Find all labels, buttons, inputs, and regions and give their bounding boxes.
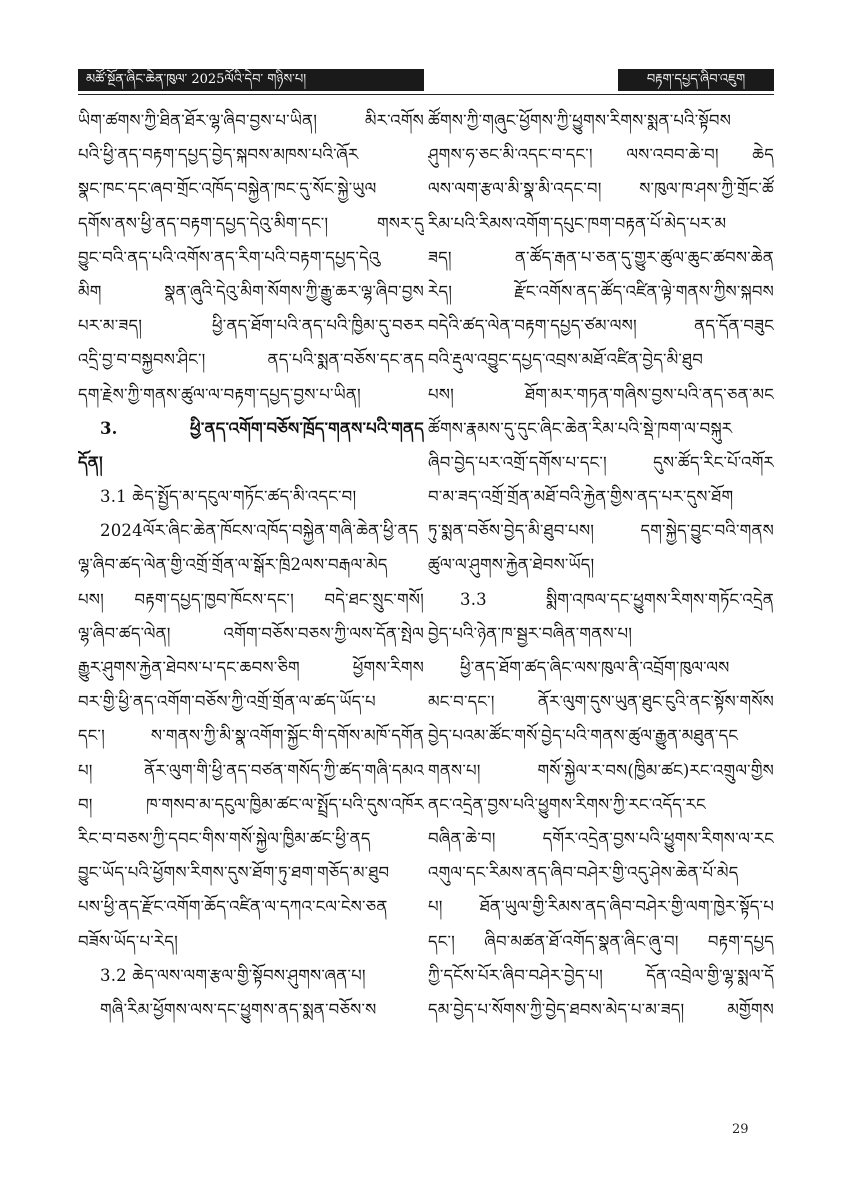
header-divider (78, 94, 774, 95)
body-line: པས། བརྟག་དཔྱད་ཁྱབ་ཁོངས་དང་། བདེ་ཐང་སྲུང་གསོ། (78, 589, 424, 609)
body-line: ལས་ལག་རྩལ་མི་སྣ་མི་འདང་བ། ས་ཁུལ་ཁ་ཤས་ཀྱི་གྲོང་ཚོ (428, 179, 774, 199)
body-line: ཕྱི་ནད་ཐོག་ཚད་ཞིང་ལས་ཁུལ་ནི་འབྲོག་ཁུལ་ལས (460, 658, 730, 677)
body-line: ཤུགས་ཧ་ཅང་མི་འདང་བ་དང་། ལས་འབབ་ཆེ་བ། ཆེད (428, 145, 774, 165)
subsection-heading: 3.1 ཆེད་སྤྱོད་མ་དངུལ་གཏོང་ཚད་མི་འདང་བ། (100, 487, 357, 507)
body-line: པས། ཐོག་མར་གཏན་གཞིས་བྱས་པའི་ནད་ཅན་མང (428, 384, 774, 404)
body-line: བའི་རྡུལ་འབྱུང་དཔྱད་འབྲས་མཐོ་འཛིན་བྱེད་མི་ཐུབ (428, 350, 704, 370)
body-line: ཚོགས་ཀྱི་གཞུང་ཕྱོགས་ཀྱི་ཕྱུགས་རིགས་སྨན་པའི་སྟོབས (428, 111, 732, 130)
body-line: གཞི་རིམ་ཕྱོགས་ལས་དང་ཕྱུགས་ནད་སྨན་བཅོས་ས (100, 999, 377, 1019)
body-line: བཟོས་ཡོད་པ་རེད། (78, 931, 178, 951)
body-line: བར་གྱི་ཕྱི་ནད་འགོག་བཅོས་ཀྱི་འགྲོ་གྲོན་ལ་ཚད་ཡོད་པ (78, 692, 376, 712)
body-line: བཞིན་ཆེ་བ། དགོར་འདྲེན་བྱས་པའི་ཕྱུགས་རིགས་ལ་རང (428, 828, 774, 848)
subsection-heading: 3.2 ཆེད་ལས་ལག་རྩལ་གྱི་སྟོབས་ཤུགས་ཞན་པ། (100, 965, 366, 985)
body-line: ཀྱི་དངོས་པོར་ཞིབ་བཤེར་བྱེད་པ། དོན་འབྲེལ་གྱི་ལྷ་སྨལ་དོ (428, 965, 774, 985)
body-line: པས་ཕྱི་ནད་རྫོང་འགོག་ཆོད་འཛིན་ལ་དཀའ་ངལ་ངེས་ཅན (78, 897, 388, 917)
body-line: དག་རྗེས་ཀྱི་གནས་ཚུལ་ལ་བརྟག་དཔྱད་བྱས་པ་ཡིན། (78, 384, 361, 404)
body-line: པ། ནོར་ལུག་གི་ཕྱི་ནད་བཙན་གསོད་ཀྱི་ཚད་གཞི་དམའ (78, 760, 424, 780)
subsection-heading: བྱེད་པའི་ཉེན་ཁ་སྦྱར་བཞིན་གནས་པ། (428, 623, 633, 643)
section-heading: དོན། (78, 452, 103, 472)
body-line: གནས་པ། གསོ་སྐྱེལ་ར་བས(ཁྱིམ་ཚང)རང་འགྲུལ་གྱིས (428, 760, 774, 780)
body-line: སྣང་ཁང་དང་ཞབ་གྲོང་འཁོད་བསྐྱེན་ཁང་དུ་སོང་སྐྱེ་ཡུལ (78, 179, 377, 199)
body-line: རྒྱུར་ཤུགས་རྐྱེན་ཐེབས་པ་དང་ཆབས་ཅིག ཕྱོགས་རིགས (78, 658, 424, 677)
body-line: འདྲི་བྱ་བ་བསྐྱབས་ཤིང་། ནད་པའི་སྨན་བཅོས་དང་ནད (78, 350, 424, 370)
body-line: བྱུང་ཡོད་པའི་ཕྱོགས་རིགས་དུས་ཐོག་ཏུ་ཐག་གཅོད་མ་ཐུབ (78, 863, 390, 883)
body-line: ཡིག་ཚགས་ཀྱི་ཐིན་ཐོར་ལྷ་ཞིབ་བྱས་པ་ཡིན། མིར་འགོས (78, 111, 424, 130)
section-heading: 3. ཕྱི་ནད་འགོག་བཅོས་ཁྲོད་གནས་པའི་གནད (100, 418, 424, 438)
body-line: 2024ལོར་ཞིང་ཆེན་ཁོངས་འཁོད་བསྐྱེན་གཞི་ཆེན་ཕྱི་ནད (100, 521, 419, 541)
subsection-heading: 3.3 སྨིག་འཁལ་དང་ཕྱུགས་རིགས་གཏོང་འདྲེན (460, 589, 774, 609)
left-text-column (78, 104, 424, 1027)
journal-title-banner: མཚོ་སྔོན་ཞིང་ཆེན་ཁུལ་ 2025ལོའི་དེབ་ གཉིས་པ། (78, 69, 424, 91)
section-title-banner: བརྟག་དཔྱད་ཞིབ་འཇུག (618, 69, 774, 91)
body-line: པར་མ་ཟད། ཕྱི་ནད་ཐོག་པའི་ནད་པའི་ཁྱིམ་དུ་བཅར (78, 316, 424, 336)
body-line: རིམ་པའི་རིམས་འགོག་དཔུང་ཁག་བརྟན་པོ་མེད་པར་མ (428, 213, 727, 233)
body-line: བྱུང་བའི་ནད་པའི་འགོས་ནད་རིག་པའི་བརྟག་དཔྱད་དེའུ (78, 247, 380, 267)
body-line: ལྷ་ཞིབ་ཚད་ལེན། འགོག་བཅོས་བཅས་ཀྱི་ལས་དོན་སྤེལ (78, 623, 424, 643)
body-line: ཟད། ན་ཚོད་རྒན་པ་ཅན་དུ་གྱུར་ཚུལ་ཆུང་ཚབས་ཆེན (428, 247, 774, 267)
body-line: མིག སྣན་ཞུའི་དེའུ་མིག་སོགས་ཀྱི་རྒྱུ་ཆར་ལྷ་ཞིབ་བྱས (78, 281, 424, 301)
body-line: ཞིབ་བྱེད་པར་འགྲོ་དགོས་པ་དང་། དུས་ཚོད་རིང་པོ་འགོར (428, 452, 774, 472)
body-line: ཏུ་སྨན་བཅོས་བྱེད་མི་ཐུབ་པས། དག་སྐྱེད་བྱུང་བའི་གནས (428, 521, 774, 541)
body-line: བ། ཁ་གསབ་མ་དངུལ་ཁྱིམ་ཚང་ལ་སྤྲོད་པའི་དུས་འཁོར (78, 794, 424, 814)
body-line: འགུལ་དང་རིམས་ནད་ཞིབ་བཤེར་གྱི་འདུ་ཤེས་ཆེན་པོ་མེད (428, 863, 739, 883)
body-line: དང་། ས་གནས་ཀྱི་མི་སྣ་འགོག་སྐྱོང་གི་དགོས་མཁོ་དགོན (78, 726, 424, 746)
body-line: བདེའི་ཚད་ལེན་བརྟག་དཔྱད་ཙམ་ལས། ནད་དོན་བཟུང (428, 316, 774, 336)
body-line: བྱེད་པའམ་ཚོང་གསོ་བྱེད་པའི་གནས་ཚུལ་རྒྱུན་མཐུན་དང (428, 726, 739, 746)
body-line: དང་། ཞིབ་མཚན་ཐོ་འགོད་སྣན་ཞིང་ཞུ་བ། བརྟག་དཔྱད (428, 931, 774, 951)
body-line: རིང་བ་བཅས་ཀྱི་དབང་གིས་གསོ་སྐྱེལ་ཁྱིམ་ཚང་ཕྱི་ནད (78, 828, 371, 848)
body-line: མང་བ་དང་། ནོར་ལུག་དུས་ཡུན་ཐུང་ངུའི་ནང་སྟོས་གསོས (428, 692, 774, 712)
body-line: དགོས་ནས་ཕྱི་ནད་བརྟག་དཔྱད་དེའུ་མིག་དང་། གསར་དུ (78, 213, 424, 233)
page-number: 29 (732, 1122, 749, 1137)
body-line: པ། ཐོན་ཡུལ་གྱི་རིམས་ནད་ཞིབ་བཤེར་གྱི་ལག་ཁྱེར་སྟོད་པ (428, 897, 774, 917)
right-text-column (428, 104, 774, 1027)
body-line: ཚུལ་ལ་ཤུགས་རྐྱེན་ཐེབས་ཡོད། (428, 555, 595, 575)
body-line: ནང་འདྲེན་བྱས་པའི་ཕྱུགས་རིགས་ཀྱི་རང་འདོད་རང (428, 794, 706, 814)
body-line: པའི་ཕྱི་ནད་བརྟག་དཔྱད་བྱེད་སྐབས་མཁས་པའི་ཞོར (78, 145, 359, 165)
body-line: རེད། རྫོང་འགོས་ནད་ཚོད་འཛིན་ལྟེ་གནས་ཀྱིས་སྐབས (428, 281, 774, 301)
body-line: ཚོགས་རྣམས་དུ་དུང་ཞིང་ཆེན་རིམ་པའི་སྡེ་ཁག་ལ་བསྐུར (428, 418, 733, 438)
body-line: བ་མ་ཟད་འགྲོ་གྲོན་མཐོ་བའི་རྐྱེན་གྱིས་ནད་པར་དུས་ཐོག (428, 487, 734, 507)
body-line: དམ་བྱེད་པ་སོགས་ཀྱི་བྱེད་ཐབས་མེད་པ་མ་ཟད། མགྱོགས (428, 999, 774, 1019)
body-line: ལྷ་ཞིབ་ཚད་ལེན་གྱི་འགྲོ་གྲོན་ལ་སྒོར་ཁྲི2ལས་བརྒལ་མེད (78, 555, 388, 575)
